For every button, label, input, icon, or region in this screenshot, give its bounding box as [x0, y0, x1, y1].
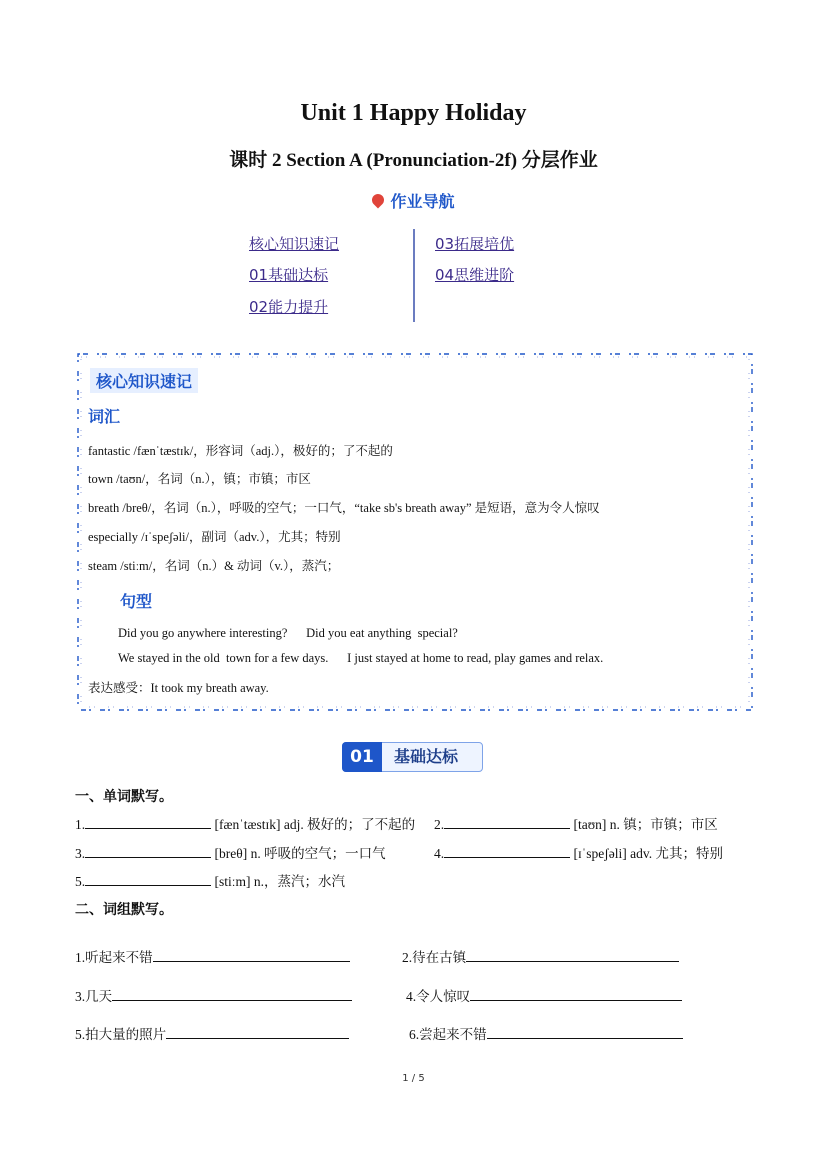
- answer-blank[interactable]: [466, 947, 679, 962]
- expression-line: 表达感受：It took my breath away.: [88, 681, 269, 695]
- nav-heading: [0, 189, 827, 212]
- vocab-line: steam /stiːm/，名词（n.）& 动词（v.），蒸汽；: [88, 559, 340, 573]
- nav-link-ability[interactable]: 02能力提升: [249, 298, 329, 316]
- word-item: [75, 813, 415, 833]
- question-2-title: 二、词组默写。: [75, 902, 173, 918]
- phrase-label: 4.令人惊叹: [406, 989, 471, 1004]
- word-item: [75, 870, 345, 890]
- phrase-item: [406, 985, 682, 1005]
- word-hint: [ɪˈspeʃəli] adv. 尤其；特别: [573, 846, 723, 861]
- phrase-item: [409, 1023, 683, 1043]
- sentence-line: Did you go anywhere interesting? Did you eat anything special?: [118, 626, 458, 640]
- word-hint: [fænˈtæstɪk] adj. 极好的；了不起的: [214, 817, 416, 832]
- nav-divider: [413, 229, 415, 322]
- nav-link-thinking[interactable]: 04思维进阶: [435, 266, 515, 284]
- word-item: [434, 813, 718, 833]
- word-number: 4.: [434, 846, 445, 861]
- word-number: 1.: [75, 817, 86, 832]
- phrase-item: [402, 946, 679, 966]
- answer-blank[interactable]: [470, 986, 682, 1001]
- answer-blank[interactable]: [487, 1024, 683, 1039]
- vocab-line: breath /breθ/，名词（n.），呼吸的空气；一口气，“take sb's breath away” 是短语，意为令人惊叹: [88, 501, 600, 515]
- word-hint: [stiːm] n.，蒸汽；水汽: [214, 874, 345, 889]
- answer-blank[interactable]: [85, 814, 211, 829]
- answer-blank[interactable]: [166, 1024, 349, 1039]
- vocab-line: especially /ɪˈspeʃəli/，副词（adv.），尤其；特别: [88, 530, 341, 544]
- document-title: Unit 1 Happy Holiday: [300, 100, 527, 126]
- word-number: 2.: [434, 817, 445, 832]
- word-number: 3.: [75, 846, 86, 861]
- phrase-label: 2.待在古镇: [402, 950, 467, 965]
- word-item: [434, 842, 723, 862]
- phrase-label: 5.拍大量的照片: [75, 1027, 167, 1042]
- badge-label: 基础达标: [394, 747, 459, 766]
- location-pin-icon: [370, 192, 387, 209]
- word-hint: [breθ] n. 呼吸的空气；一口气: [214, 846, 386, 861]
- answer-blank[interactable]: [112, 986, 352, 1001]
- sentence-line: We stayed in the old town for a few days. I just stayed at home to read, play games and relax.: [118, 651, 604, 665]
- word-number: 5.: [75, 874, 86, 889]
- vocab-heading: 词汇: [88, 407, 121, 426]
- phrase-label: 1.听起来不错: [75, 950, 153, 965]
- answer-blank[interactable]: [444, 843, 570, 858]
- answer-blank[interactable]: [153, 947, 350, 962]
- phrase-item: [75, 946, 350, 966]
- phrase-item: [75, 1023, 349, 1043]
- question-1-title: 一、单词默写。: [75, 789, 173, 805]
- vocab-line: fantastic /fænˈtæstɪk/，形容词（adj.），极好的；了不起的: [88, 444, 393, 458]
- section-badge: [342, 742, 483, 772]
- page-number: 1 / 5: [402, 1073, 425, 1084]
- knowledge-heading: 核心知识速记: [90, 368, 198, 393]
- badge-number: 01: [342, 742, 382, 772]
- word-item: [75, 842, 386, 862]
- nav-link-basic[interactable]: 01基础达标: [249, 266, 329, 284]
- sentence-heading: 句型: [120, 592, 153, 611]
- phrase-item: [75, 985, 352, 1005]
- document-subtitle: 课时 2 Section A (Pronunciation-2f) 分层作业: [229, 150, 598, 171]
- nav-link-extension[interactable]: 03拓展培优: [435, 235, 515, 253]
- answer-blank[interactable]: [444, 814, 570, 829]
- phrase-label: 6.尝起来不错: [409, 1027, 487, 1042]
- phrase-label: 3.几天: [75, 989, 113, 1004]
- nav-heading-text: 作业导航: [390, 192, 455, 211]
- word-hint: [taʊn] n. 镇；市镇；市区: [573, 817, 718, 832]
- answer-blank[interactable]: [85, 843, 211, 858]
- answer-blank[interactable]: [85, 871, 211, 886]
- vocab-line: town /taʊn/，名词（n.），镇；市镇；市区: [88, 472, 311, 486]
- nav-link-core-knowledge[interactable]: 核心知识速记: [249, 235, 340, 253]
